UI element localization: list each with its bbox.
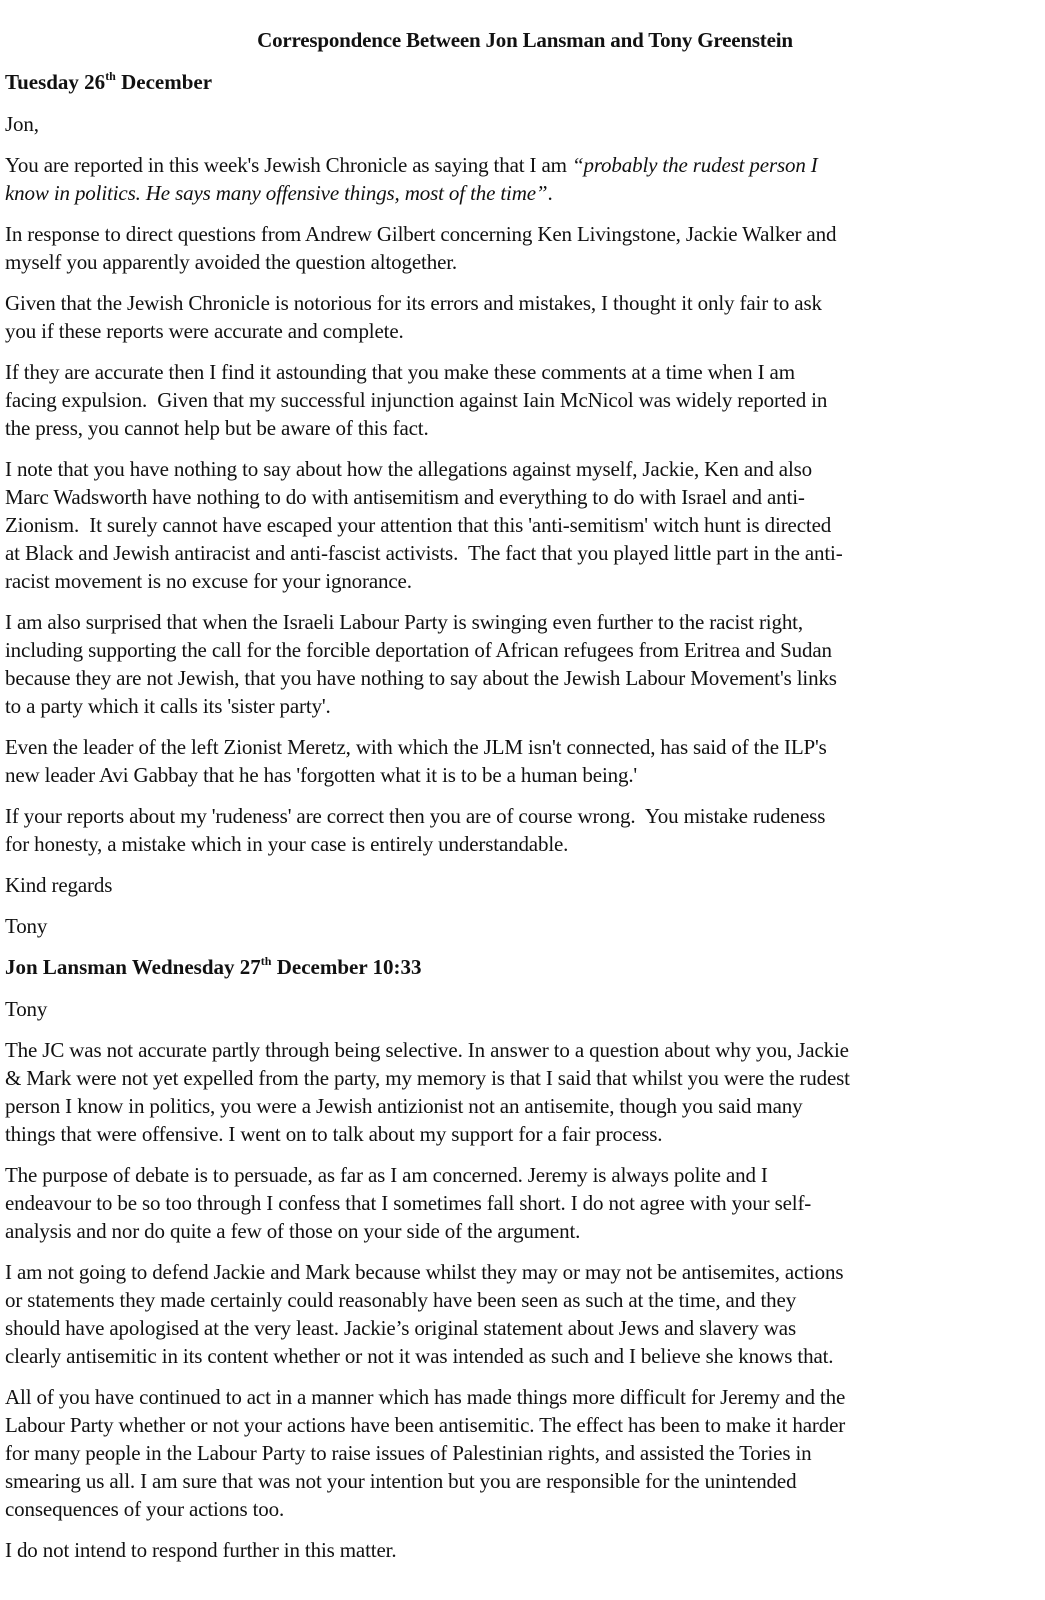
text-line: to a party which it calls its 'sister party'. <box>5 694 331 718</box>
document-title: Correspondence Between Jon Lansman and Tony Greenstein <box>257 28 793 52</box>
text-line: should have apologised at the very least. Jackie’s original statement about Jews and slavery was <box>5 1316 796 1340</box>
text-line: including supporting the call for the forcible deportation of African refugees from Eritrea and Sudan <box>5 638 832 662</box>
text-line: at Black and Jewish antiracist and anti-fascist activists. The fact that you played little part in the anti- <box>5 541 843 565</box>
text-line: The purpose of debate is to persuade, as far as I am concerned. Jeremy is always polite and I <box>5 1163 768 1187</box>
paragraph <box>5 871 1045 899</box>
text-run: You are reported in this week's Jewish Chronicle as saying that I am <box>5 153 572 177</box>
text-line: In response to direct questions from Andrew Gilbert concerning Ken Livingstone, Jackie Walker and <box>5 222 837 246</box>
text-line <box>5 151 1045 179</box>
paragraph <box>5 1036 1045 1148</box>
quote-text: “probably the rudest person I <box>571 153 818 177</box>
paragraph <box>5 1161 1045 1245</box>
paragraph <box>5 802 1045 858</box>
text-line: you if these reports were accurate and complete. <box>5 319 404 343</box>
text-line: because they are not Jewish, that you have nothing to say about the Jewish Labour Movement's links <box>5 666 837 690</box>
letter-jon-to-tony <box>5 953 1045 1564</box>
paragraph <box>5 358 1045 442</box>
text-line: I am also surprised that when the Israeli Labour Party is swinging even further to the racist right, <box>5 610 803 634</box>
text-line: for many people in the Labour Party to raise issues of Palestinian rights, and assisted the Tories in <box>5 1441 812 1465</box>
paragraph <box>5 608 1045 720</box>
text-line: person I know in politics, you were a Jewish antizionist not an antisemite, though you said many <box>5 1094 803 1118</box>
text-line: smearing us all. I am sure that was not your intention but you are responsible for the unintended <box>5 1469 797 1493</box>
letter-date-heading <box>5 68 1045 96</box>
paragraph <box>5 995 1045 1023</box>
text-line: Labour Party whether or not your actions have been antisemitic. The effect has been to make it harder <box>5 1413 846 1437</box>
text-line: Tony <box>5 997 48 1021</box>
text-line: The JC was not accurate partly through being selective. In answer to a question about why you, Jackie <box>5 1038 849 1062</box>
text-line: the press, you cannot help but be aware of this fact. <box>5 416 429 440</box>
text-line: Zionism. It surely cannot have escaped your attention that this 'anti-semitism' witch hunt is directed <box>5 513 832 537</box>
paragraph <box>5 1383 1045 1523</box>
paragraph <box>5 455 1045 595</box>
text-line: I do not intend to respond further in this matter. <box>5 1538 397 1562</box>
text-line: new leader Avi Gabbay that he has 'forgotten what it is to be a human being.' <box>5 763 638 787</box>
letter-tony-to-jon <box>5 68 1045 940</box>
heading-date: Tuesday 26 <box>5 70 106 94</box>
text-line: All of you have continued to act in a manner which has made things more difficult for Jeremy and the <box>5 1385 846 1409</box>
text-line: I am not going to defend Jackie and Mark because whilst they may or may not be antisemites, actions <box>5 1260 844 1284</box>
quote-text: know in politics. He says many offensive things, most of the time” <box>5 181 548 205</box>
text-line: Kind regards <box>5 873 113 897</box>
paragraph <box>5 1258 1045 1370</box>
text-line: racist movement is no excuse for your ignorance. <box>5 569 412 593</box>
text-line: I note that you have nothing to say about how the allegations against myself, Jackie, Ken and also <box>5 457 813 481</box>
text-line: facing expulsion. Given that my successful injunction against Iain McNicol was widely reported in <box>5 388 828 412</box>
text-line: Jon, <box>5 112 39 136</box>
text-line: endeavour to be so too through I confess that I sometimes fall short. I do not agree with your self- <box>5 1191 812 1215</box>
paragraph <box>5 912 1045 940</box>
letter-date-heading <box>5 953 1045 981</box>
text-line: myself you apparently avoided the question altogether. <box>5 250 458 274</box>
text-line: consequences of your actions too. <box>5 1497 285 1521</box>
paragraph <box>5 1536 1045 1564</box>
text-line: Given that the Jewish Chronicle is notorious for its errors and mistakes, I thought it only fair to ask <box>5 291 822 315</box>
text-line: for honesty, a mistake which in your case is entirely understandable. <box>5 832 569 856</box>
text-line: Marc Wadsworth have nothing to do with antisemitism and everything to do with Israel and anti- <box>5 485 805 509</box>
ordinal-suffix: th <box>260 954 272 968</box>
heading-month: December <box>115 70 213 94</box>
salutation <box>5 110 1045 138</box>
text-line: Tony <box>5 914 48 938</box>
paragraph-list <box>5 995 1045 1564</box>
text-line: things that were offensive. I went on to talk about my support for a fair process. <box>5 1122 663 1146</box>
text-line: or statements they made certainly could reasonably have been seen as such at the time, and they <box>5 1288 797 1312</box>
heading-time: December 10:33 <box>271 955 422 979</box>
paragraph <box>5 220 1045 276</box>
text-line: & Mark were not yet expelled from the party, my memory is that I said that whilst you were the rudest <box>5 1066 850 1090</box>
paragraph-list <box>5 220 1045 940</box>
text-line: If they are accurate then I find it astounding that you make these comments at a time when I am <box>5 360 795 384</box>
paragraph <box>5 289 1045 345</box>
paragraph <box>5 733 1045 789</box>
text-line: analysis and nor do quite a few of those on your side of the argument. <box>5 1219 581 1243</box>
text-line: If your reports about my 'rudeness' are correct then you are of course wrong. You mistake rudeness <box>5 804 826 828</box>
text-line: Even the leader of the left Zionist Meretz, with which the JLM isn't connected, has said of the ILP's <box>5 735 827 759</box>
text-line <box>5 179 1045 207</box>
text-line: clearly antisemitic in its content whether or not it was intended as such and I believe she knows that. <box>5 1344 834 1368</box>
ordinal-suffix: th <box>105 69 116 83</box>
text-run: . <box>547 181 553 205</box>
heading-date: Jon Lansman Wednesday 27 <box>5 955 261 979</box>
paragraph <box>5 151 1045 207</box>
